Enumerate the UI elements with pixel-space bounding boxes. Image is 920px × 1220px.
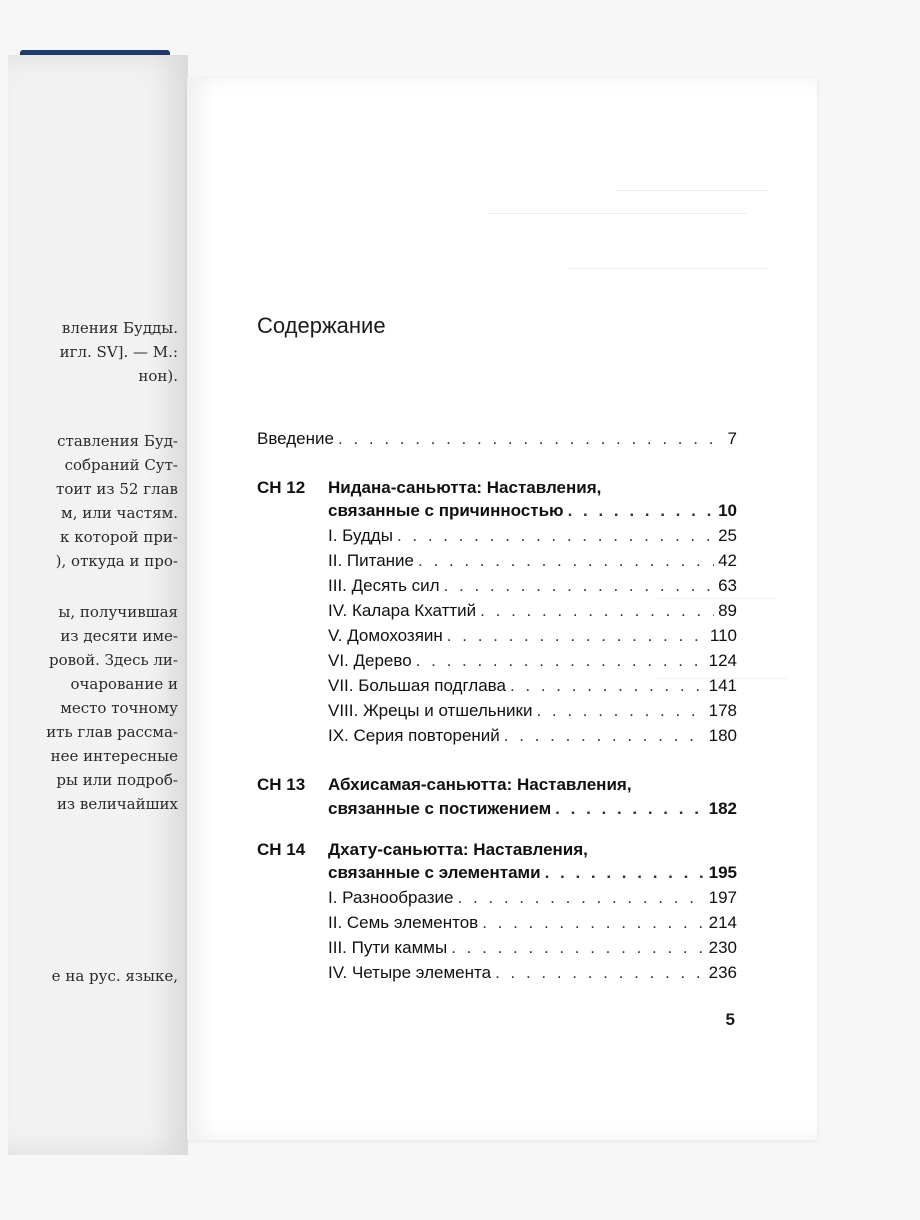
left-page-line: нон). (138, 367, 178, 385)
toc-entry (328, 650, 737, 672)
toc-entry (328, 600, 737, 622)
toc-entry-label: II. Питание (328, 551, 414, 570)
left-page-line: е на рус. языке, (51, 967, 178, 985)
toc-entry (328, 962, 737, 984)
section-code: СН 12 (257, 478, 306, 497)
left-page-line: вления Будды. (61, 319, 178, 337)
left-page-line: очарование и (70, 675, 178, 693)
left-page-line: тоит из 52 глав (56, 480, 178, 498)
toc-entry-label: I. Разнообразие (328, 888, 454, 907)
toc-section-entry (328, 798, 737, 820)
toc-entry-page: 180 (708, 726, 737, 745)
toc-section-entry (328, 862, 737, 884)
toc-entry-page: 63 (718, 576, 737, 595)
toc-heading: Содержание (257, 313, 386, 338)
left-page-line: из величайших (56, 795, 178, 813)
left-page-line: игл. SV]. — М.: (59, 343, 178, 361)
toc-entry-label: IV. Четыре элемента (328, 963, 492, 982)
toc-entry-page: 110 (709, 626, 737, 645)
leader-dots (495, 962, 705, 984)
toc-entry-page: 25 (718, 526, 737, 545)
toc-entry-label: II. Семь элементов (328, 913, 479, 932)
toc-entry-page: 10 (718, 501, 737, 520)
section-title: Абхисамая-саньютта: Наставления, (328, 775, 632, 794)
toc-entry (328, 725, 737, 747)
toc-entry (328, 675, 737, 697)
section-title: Дхату-саньютта: Наставления, (328, 840, 588, 859)
page-number: 5 (725, 1010, 735, 1029)
section-title-continued: связанные с постижением (328, 799, 552, 818)
toc-entry (328, 937, 737, 959)
toc-entry-page: 230 (708, 938, 737, 957)
toc-entry-intro (257, 428, 737, 450)
toc-entry-page: 89 (718, 601, 737, 620)
toc-entry-label: V. Домохозяин (328, 626, 443, 645)
left-page-line: ровой. Здесь ли- (48, 651, 178, 669)
toc-entry (328, 700, 737, 722)
toc-entry-label: VII. Большая подглава (328, 676, 506, 695)
toc-entry-label: III. Пути каммы (328, 938, 448, 957)
section-code: СН 14 (257, 840, 306, 859)
left-page-line: ры или подроб- (56, 771, 178, 789)
leader-dots (416, 650, 705, 672)
bleed-through-text (128, 175, 137, 196)
leader-dots (451, 937, 704, 959)
toc-entry-label: IV. Калара Кхаттий (328, 601, 477, 620)
toc-entry-page: 195 (708, 863, 737, 882)
toc-entry (328, 575, 737, 597)
leader-dots (480, 600, 714, 622)
toc-section-entry (328, 500, 737, 522)
left-page-line: ы, получившая (58, 603, 178, 621)
leader-dots (545, 862, 705, 884)
left-page-line: м, или частям. (61, 504, 178, 522)
toc-entry-label: VIII. Жрецы и отшельники (328, 701, 533, 720)
toc-entry-page: 141 (708, 676, 737, 695)
left-page-line: ить глав рассма- (46, 723, 178, 741)
leader-dots (504, 725, 705, 747)
toc-entry-label: VI. Дерево (328, 651, 412, 670)
left-page-line: место точному (60, 699, 178, 717)
section-title-continued: связанные с элементами (328, 863, 541, 882)
toc-entry-label: I. Будды (328, 526, 393, 545)
section-title: Нидана-саньютта: Наставления, (328, 478, 602, 497)
toc-entry-page: 182 (708, 799, 737, 818)
leader-dots (568, 500, 715, 522)
toc-entry-label: IX. Серия повторений (328, 726, 500, 745)
toc-entry-page: 197 (708, 888, 737, 907)
leader-dots (444, 575, 715, 597)
toc-entry-page: 178 (708, 701, 737, 720)
left-page-line: ставления Буд- (57, 432, 178, 450)
leader-dots (447, 625, 706, 647)
toc-entry (328, 550, 737, 572)
leader-dots (555, 798, 704, 820)
toc-entry-label: III. Десять сил (328, 576, 440, 595)
left-page-line: ), откуда и про- (55, 552, 178, 570)
leader-dots (536, 700, 704, 722)
table-of-contents (187, 78, 817, 1140)
toc-entry (328, 887, 737, 909)
toc-entry-page: 42 (718, 551, 737, 570)
right-page (187, 78, 817, 1140)
section-code: СН 13 (257, 775, 306, 794)
section-title-continued: связанные с причинностью (328, 501, 564, 520)
left-page-line: нее интересные (50, 747, 178, 765)
toc-entry (328, 525, 737, 547)
toc-entry-page: 7 (727, 429, 737, 448)
leader-dots (418, 550, 714, 572)
toc-entry-page: 214 (708, 913, 737, 932)
left-page-line: из десяти име- (60, 627, 178, 645)
leader-dots (338, 428, 724, 450)
leader-dots (458, 887, 705, 909)
leader-dots (510, 675, 705, 697)
left-page-line: собраний Сут- (64, 456, 178, 474)
toc-entry (328, 912, 737, 934)
left-page (8, 55, 188, 1155)
toc-entry-page: 236 (708, 963, 737, 982)
left-page-line: к которой при- (60, 528, 178, 546)
toc-entry (328, 625, 737, 647)
leader-dots (397, 525, 714, 547)
toc-entry-page: 124 (708, 651, 737, 670)
toc-entry-label: Введение (257, 429, 334, 448)
leader-dots (482, 912, 704, 934)
